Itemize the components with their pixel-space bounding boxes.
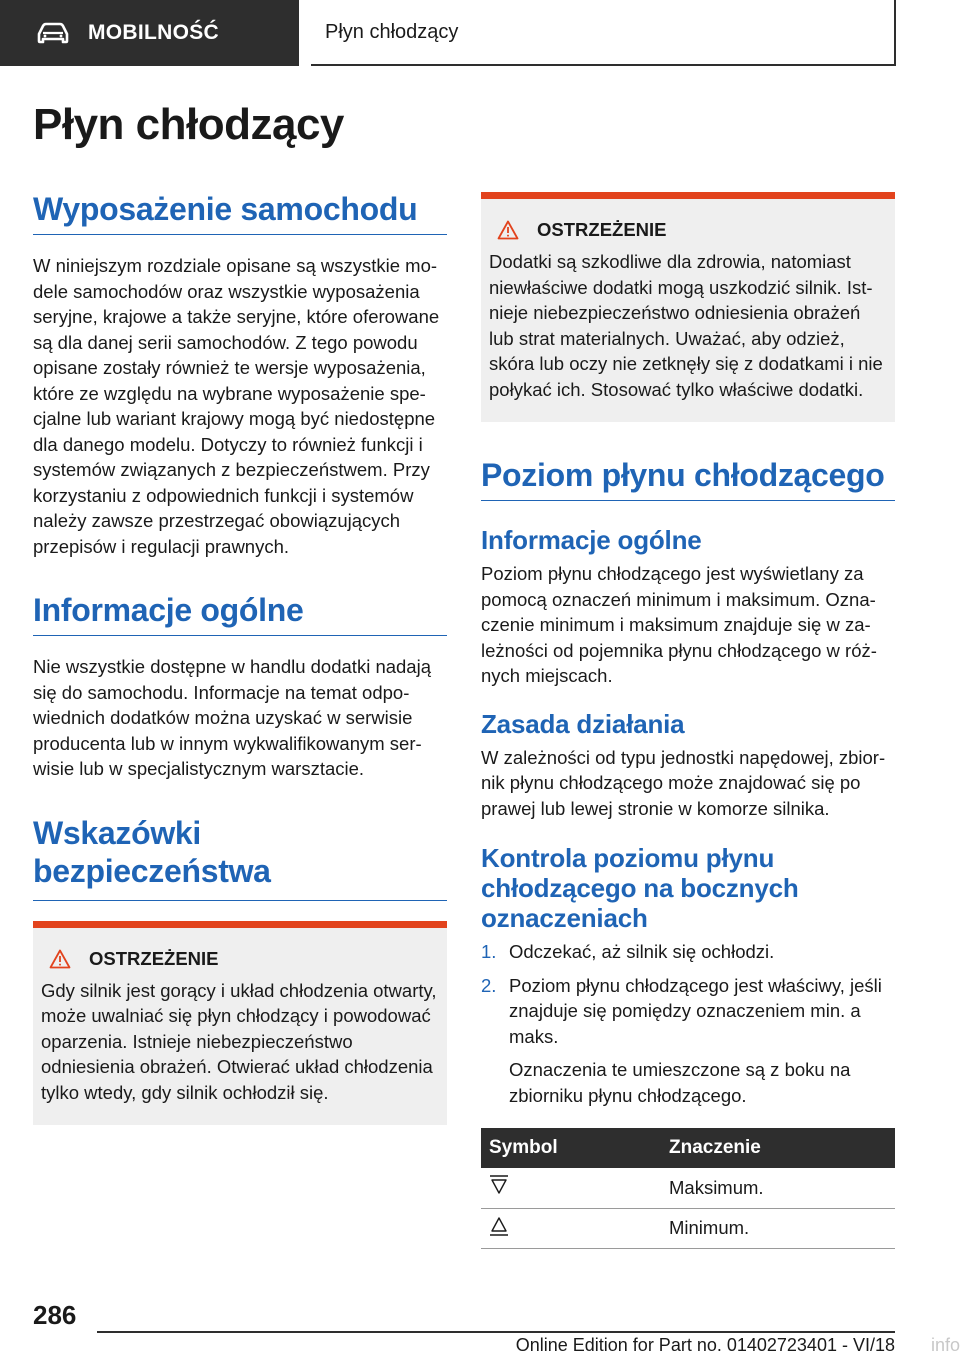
general-heading: Informacje ogólne — [33, 591, 447, 636]
warning-label: OSTRZEŻENIE — [89, 947, 219, 969]
step-text: Odczekać, aż silnik się ochłodzi. — [509, 941, 775, 962]
equipment-text: W niniejszym rozdziale opisane są wszystkie modele samochodów oraz wszystkie wyposażenia seryjne, krajowe a także seryjne, które oferowane są dla danej serii samochodów. Z tego powodu opisane zostały również te wersje wyposażenia, które ze względu na wybrane wyposażenie specjalne lub wariant krajowy mogą być niedostępne dla danego modelu. Dotyczy to również funkcji i systemów związanych z bezpieczeństwem. Przy korzystaniu z odpowiednich funkcji i systemów należy zawsze przestrzegać obowiązujących przepisów i regulacji prawnych. — [33, 255, 440, 557]
warning-box-burn — [33, 921, 447, 1126]
edition-text: Online Edition for Part no. 01402723401 - VI/18 — [515, 1335, 895, 1355]
general-text: Nie wszystkie dostępne w handlu dodatki nadają się do samochodu. Informacje na temat odpowiednich dodatków można uzyskać w serwisie producenta lub w innym wykwalifikowanym serwisie lub w specjalistycznym warsztacie. — [33, 656, 431, 779]
table-header-symbol: Symbol — [481, 1128, 661, 1168]
chapter-title — [311, 0, 896, 66]
warning-header — [49, 948, 439, 970]
min-marker-icon — [489, 1215, 509, 1237]
warning-text: Dodatki są szkodliwe dla zdrowia, natomiast niewłaściwe dodatki mogą uszkodzić silnik. Istnieje niebezpieczeństwo odniesienia obrażeń lub strat materialnych. Uważać, aby odzież, skóra lub oczy nie zetknęły się z dodatkami i nie połykać ich. Stosować tylko właściwe dodatki. — [489, 251, 883, 400]
page-number: 286 — [33, 1300, 77, 1330]
table-cell-meaning: Maksimum. — [661, 1168, 895, 1208]
page-title: Płyn chłodzący — [33, 100, 344, 149]
step-number: 1. — [481, 941, 497, 962]
principle-heading: Zasada działania — [481, 708, 685, 739]
warning-label: OSTRZEŻENIE — [537, 219, 667, 240]
left-column — [33, 190, 447, 1125]
table-row — [481, 1168, 895, 1208]
table-row — [481, 1208, 895, 1248]
level-general-heading: Informacje ogólne — [481, 525, 702, 555]
page-header — [0, 0, 960, 66]
footer-rule — [97, 1331, 895, 1333]
table-cell-symbol — [481, 1168, 661, 1208]
safety-heading-rule — [33, 900, 447, 901]
safety-heading: Wskazówki bezpieczeństwa — [33, 814, 271, 889]
table-cell-meaning: Minimum. — [661, 1208, 895, 1248]
warning-triangle-icon — [497, 220, 519, 240]
right-column — [481, 192, 895, 1249]
section-tab-label: MOBILNOŚĆ — [88, 21, 220, 44]
warning-text: Gdy silnik jest gorący i układ chłodzenia otwarty, może uwalniać się płyn chłodzący i powodować oparzenia. Istnieje niebezpieczeństwo odniesienia obrażeń. Otwierać układ chłodzenia tylko wtedy, gdy silnik ochłodził się. — [41, 979, 437, 1103]
symbol-table — [481, 1128, 895, 1249]
max-marker-icon — [489, 1174, 509, 1196]
check-steps — [481, 939, 895, 1108]
equipment-heading: Wyposażenie samochodu — [33, 190, 447, 235]
check-heading: Kontrola poziomu płynu chłodzącego na bocznych oznaczeniach — [481, 843, 799, 933]
step-text: Poziom płynu chłodzącego jest właściwy, jeśli znajduje się pomiędzy oznaczeniem min. a maks. — [509, 974, 882, 1047]
level-general-text: Poziom płynu chłodzącego jest wyświetlany za pomocą oznaczeń minimum i maksimum. Oznaczenie minimum i maksimum znajduje się w zależności od pojemnika płynu chłodzącego w różnych miejscach. — [481, 563, 877, 686]
step-number: 2. — [481, 974, 497, 996]
watermark-text: info — [930, 1335, 960, 1355]
step-note: Oznaczenia te umieszczone są z boku na zbiorniku płynu chłodzącego. — [509, 1059, 851, 1106]
warning-header — [497, 219, 887, 241]
principle-text: W zależności od typu jednostki napędowej, zbiornik płynu chłodzącego może znajdować się po prawej lub lewej stronie w komorze silnika. — [481, 746, 886, 819]
warning-box-additives — [481, 192, 895, 422]
chapter-title-text: Płyn chłodzący — [325, 20, 459, 43]
car-icon — [36, 22, 70, 44]
table-cell-symbol — [481, 1208, 661, 1248]
step-item — [481, 939, 895, 965]
level-heading: Poziom płynu chłodzącego — [481, 456, 895, 501]
warning-triangle-icon — [49, 949, 71, 969]
table-header-row — [481, 1128, 895, 1168]
page-footer — [0, 1290, 960, 1362]
section-tab — [0, 0, 299, 66]
table-header-meaning: Znaczenie — [661, 1128, 895, 1168]
step-item — [481, 973, 895, 1109]
